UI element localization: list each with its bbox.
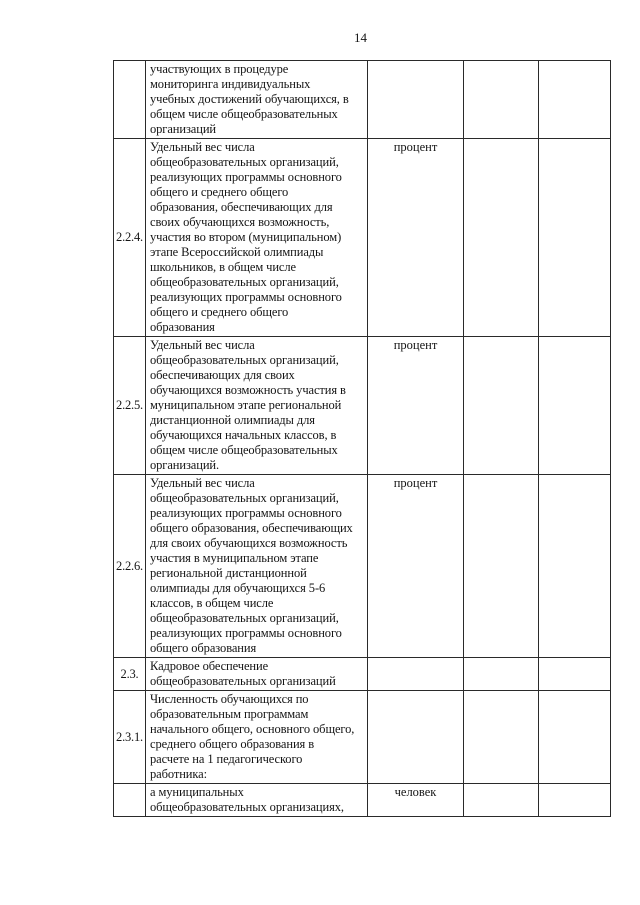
table-row (114, 784, 611, 817)
unit-label: процент (393, 140, 438, 154)
table-row (114, 139, 611, 337)
value-cell-2 (539, 784, 611, 817)
indicator-description-line: дистанционной олимпиады для (150, 413, 315, 427)
indicator-description-line: реализующих программы основного (150, 170, 342, 184)
unit-label: процент (393, 338, 438, 352)
indicator-description-line: а муниципальных (150, 785, 244, 799)
indicator-description-cell (146, 475, 368, 658)
row-number-cell (114, 691, 146, 784)
indicator-description-line: Кадровое обеспечение (150, 659, 269, 673)
indicator-description-line: общеобразовательных организаций (150, 674, 336, 688)
value-cell-1 (464, 337, 539, 475)
indicator-description-line: для своих обучающихся возможность (150, 536, 348, 550)
row-number: 2.3. (120, 666, 139, 681)
indicator-description-line: организаций (150, 122, 217, 136)
indicator-description-line: организаций. (150, 458, 220, 472)
row-number-cell (114, 337, 146, 475)
indicator-description-line: общем числе общеобразовательных (150, 443, 338, 457)
unit-cell (368, 475, 464, 658)
indicator-description-line: работника: (150, 767, 207, 781)
indicator-description-line: общеобразовательных организаций, (150, 155, 339, 169)
value-cell-1 (464, 691, 539, 784)
indicator-description-line: расчете на 1 педагогического (150, 752, 303, 766)
indicator-description-line: обеспечивающих для своих (150, 368, 295, 382)
value-cell-2 (539, 337, 611, 475)
indicator-description-line: учебных достижений обучающихся, в (150, 92, 349, 106)
indicator-description-line: общеобразовательных организаций, (150, 353, 339, 367)
unit-cell (368, 337, 464, 475)
indicator-description-line: общем числе общеобразовательных (150, 107, 338, 121)
table-row (114, 337, 611, 475)
page-number: 14 (354, 30, 367, 45)
indicator-description-line: образования (150, 320, 215, 334)
table-row (114, 691, 611, 784)
indicator-description-line: общеобразовательных организаций, (150, 611, 339, 625)
value-cell-2 (539, 475, 611, 658)
unit-label: человек (394, 785, 437, 799)
indicator-description-cell (146, 337, 368, 475)
indicator-description-line: региональной дистанционной (150, 566, 307, 580)
row-number: 2.3.1. (116, 729, 143, 744)
indicator-description-line: начального общего, основного общего, (150, 722, 355, 736)
indicator-description-line: общего образования, обеспечивающих (150, 521, 353, 535)
indicator-description-line: школьников, в общем числе (150, 260, 296, 274)
indicator-description-line: участвующих в процедуре (150, 62, 289, 76)
unit-cell (368, 784, 464, 817)
indicator-description-line: обучающихся возможность участия в (150, 383, 346, 397)
indicator-description-line: Численность обучающихся по (150, 692, 309, 706)
value-cell-1 (464, 139, 539, 337)
value-cell-1 (464, 61, 539, 139)
indicator-description-line: олимпиады для обучающихся 5-6 (150, 581, 326, 595)
value-cell-1 (464, 658, 539, 691)
value-cell-2 (539, 61, 611, 139)
indicators-table (113, 60, 611, 817)
value-cell-1 (464, 784, 539, 817)
indicator-description-line: мониторинга индивидуальных (150, 77, 311, 91)
table-row (114, 475, 611, 658)
indicator-description-cell (146, 658, 368, 691)
row-number-cell (114, 61, 146, 139)
value-cell-2 (539, 658, 611, 691)
indicator-description-line: участия в муниципальном этапе (150, 551, 319, 565)
indicator-description-cell (146, 784, 368, 817)
row-number: 2.2.5. (116, 398, 143, 412)
unit-label: процент (393, 476, 438, 490)
indicator-description-cell (146, 61, 368, 139)
unit-cell (368, 658, 464, 691)
row-number-cell (114, 475, 146, 658)
indicator-description-line: Удельный вес числа (150, 476, 255, 490)
indicator-description-line: реализующих программы основного (150, 506, 342, 520)
indicator-description-line: реализующих программы основного (150, 626, 342, 640)
indicator-description-line: Удельный вес числа (150, 140, 255, 154)
indicators-table-body (114, 61, 611, 817)
indicator-description-line: реализующих программы основного (150, 290, 342, 304)
indicator-description-line: общего и среднего общего (150, 305, 289, 319)
indicator-description-line: этапе Всероссийской олимпиады (150, 245, 324, 259)
table-row (114, 658, 611, 691)
indicator-description-line: образования, обеспечивающих для (150, 200, 333, 214)
indicator-description-line: участия во втором (муниципальном) (150, 230, 342, 244)
value-cell-1 (464, 475, 539, 658)
indicator-description-line: общего и среднего общего (150, 185, 289, 199)
indicator-description-line: своих обучающихся возможность, (150, 215, 330, 229)
unit-cell (368, 61, 464, 139)
indicator-description-line: образовательным программам (150, 707, 309, 721)
row-number-cell (114, 139, 146, 337)
value-cell-2 (539, 691, 611, 784)
indicator-description-line: муниципальном этапе региональной (150, 398, 342, 412)
indicator-description-line: общеобразовательных организаций, (150, 491, 339, 505)
row-number-cell (114, 658, 146, 691)
indicator-description-cell (146, 691, 368, 784)
row-number: 2.2.4. (116, 230, 143, 244)
value-cell-2 (539, 139, 611, 337)
row-number-cell (114, 784, 146, 817)
unit-cell (368, 691, 464, 784)
indicator-description-line: Удельный вес числа (150, 338, 255, 352)
unit-cell (368, 139, 464, 337)
indicator-description-line: общего образования (150, 641, 257, 655)
indicator-description-line: общеобразовательных организаций, (150, 275, 339, 289)
table-row (114, 61, 611, 139)
indicator-description-line: среднего общего образования в (150, 737, 315, 751)
indicator-description-line: классов, в общем числе (150, 596, 274, 610)
row-number: 2.2.6. (116, 558, 143, 573)
indicator-description-cell (146, 139, 368, 337)
indicator-description-line: общеобразовательных организациях, (150, 800, 344, 814)
indicator-description-line: обучающихся начальных классов, в (150, 428, 337, 442)
